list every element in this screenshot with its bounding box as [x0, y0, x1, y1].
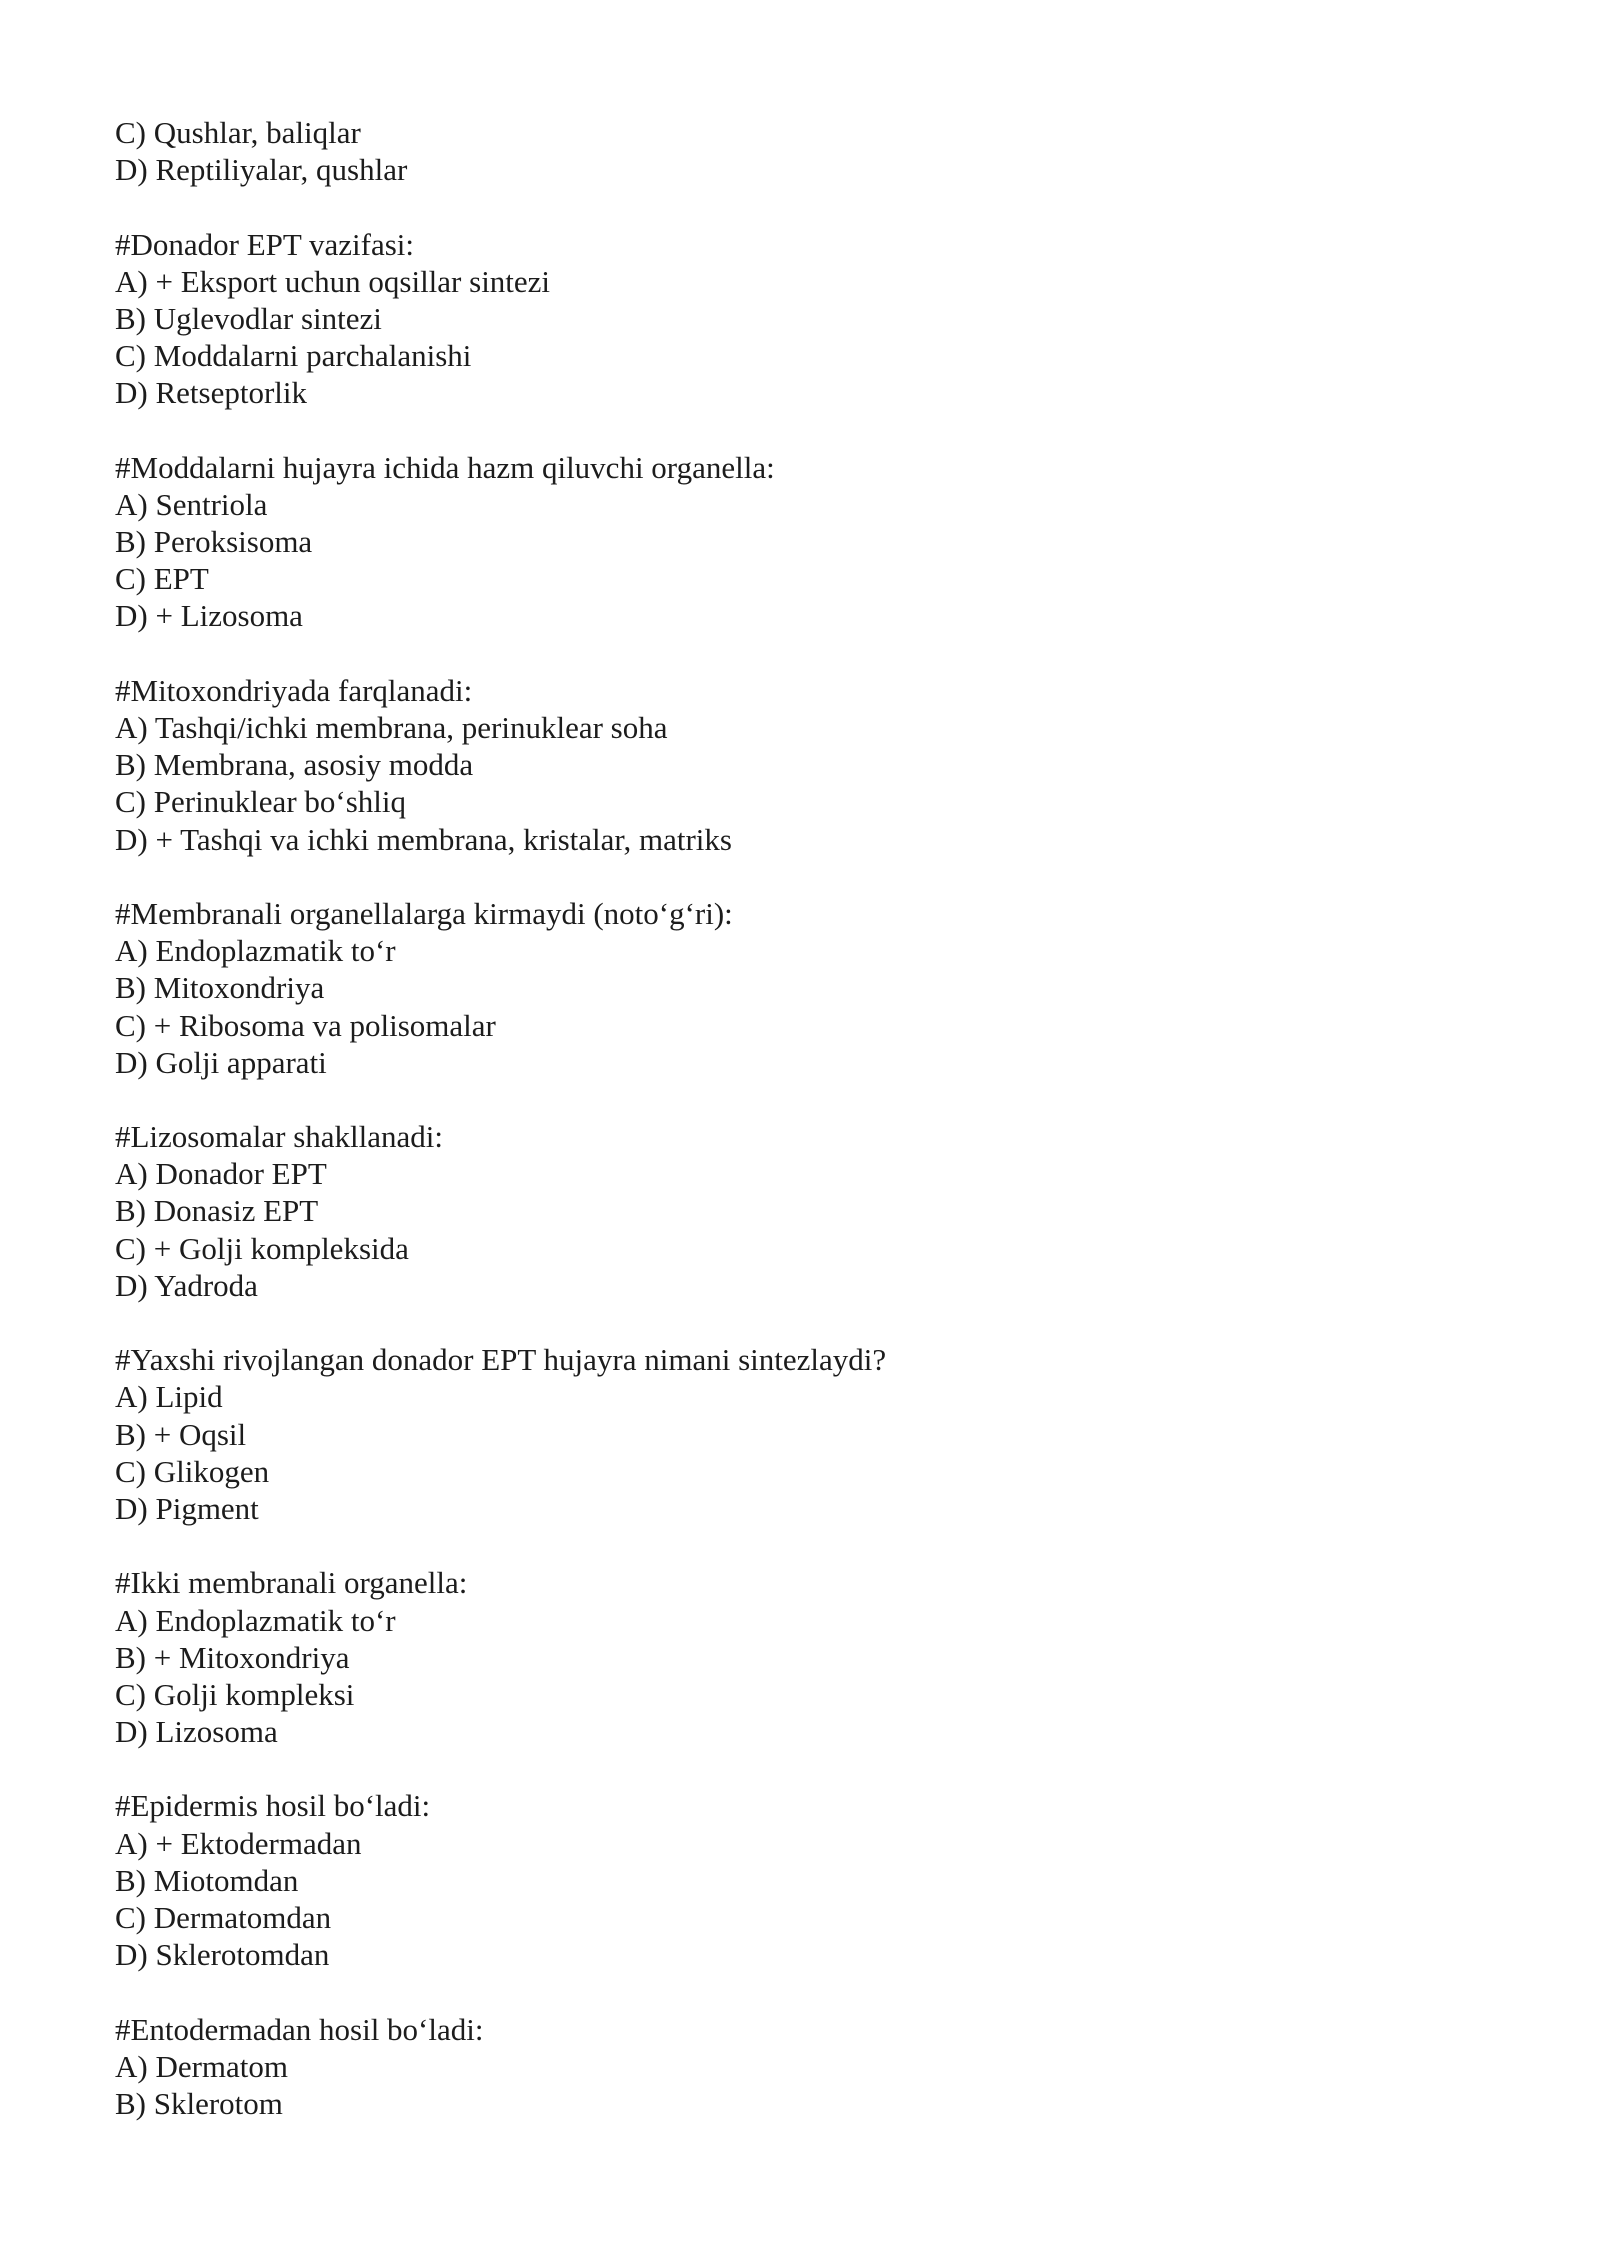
question-block: [115, 672, 1485, 858]
option-line: D) Golji apparati: [115, 1044, 327, 1080]
question-text: #Membranali organellalarga kirmaydi (noto‘g‘ri):: [115, 895, 733, 931]
question-block: [115, 226, 1485, 412]
option-line: A) + Ektodermadan: [115, 1825, 362, 1861]
question-block: [115, 1118, 1485, 1304]
question-text: #Yaxshi rivojlangan donador EPT hujayra nimani sintezlaydi?: [115, 1342, 887, 1378]
option-line: A) Lipid: [115, 1379, 223, 1415]
option-line: B) Sklerotom: [115, 2085, 283, 2121]
option-line: C) + Ribosoma va polisomalar: [115, 1007, 496, 1043]
option-line: B) Miotomdan: [115, 1862, 299, 1898]
question-block: [115, 2011, 1485, 2123]
option-line: D) Yadroda: [115, 1267, 258, 1303]
option-line: B) + Mitoxondriya: [115, 1639, 350, 1675]
option-line: C) Moddalarni parchalanishi: [115, 338, 472, 374]
option-line: A) Tashqi/ichki membrana, perinuklear soha: [115, 710, 668, 745]
option-line: D) Pigment: [115, 1490, 259, 1526]
option-line: C) Dermatomdan: [115, 1900, 332, 1935]
option-line: A) Sentriola: [115, 486, 268, 522]
question-block: [115, 1564, 1485, 1750]
question-text: #Epidermis hosil bo‘ladi:: [115, 1788, 431, 1824]
option-line: A) Dermatom: [115, 2048, 289, 2084]
lead-options: [115, 114, 1485, 188]
option-line: C) Perinuklear bo‘shliq: [115, 784, 407, 820]
option-line: D) + Tashqi va ichki membrana, kristalar, matriks: [115, 821, 732, 857]
question-text: #Lizosomalar shakllanadi:: [115, 1119, 443, 1155]
option-line: C) Glikogen: [115, 1453, 270, 1489]
option-line: B) Donasiz EPT: [115, 1193, 319, 1229]
option-line: C) + Golji kompleksida: [115, 1230, 409, 1266]
option-line: B) Membrana, asosiy modda: [115, 747, 474, 783]
option-line: C) Qushlar, baliqlar: [115, 115, 361, 150]
option-line: D) Lizosoma: [115, 1714, 278, 1750]
question-text: #Donador EPT vazifasi:: [115, 226, 415, 262]
question-block: [115, 449, 1485, 635]
option-line: D) Sklerotomdan: [115, 1937, 330, 1973]
option-line: B) + Oqsil: [115, 1416, 247, 1452]
question-block: [115, 1787, 1485, 1973]
option-line: C) Golji kompleksi: [115, 1676, 355, 1712]
question-text: #Mitoxondriyada farqlanadi:: [115, 672, 473, 708]
question-block: [115, 1341, 1485, 1527]
question-text: #Moddalarni hujayra ichida hazm qiluvchi organella:: [115, 449, 775, 485]
option-line: A) + Eksport uchun oqsillar sintezi: [115, 263, 551, 299]
option-line: D) + Lizosoma: [115, 598, 303, 634]
option-line: B) Uglevodlar sintezi: [115, 300, 382, 336]
option-line: A) Endoplazmatik to‘r: [115, 933, 396, 969]
option-line: B) Mitoxondriya: [115, 970, 325, 1006]
option-line: A) Donador EPT: [115, 1156, 327, 1192]
question-block: [115, 895, 1485, 1081]
option-line: B) Peroksisoma: [115, 524, 313, 560]
question-text: #Entodermadan hosil bo‘ladi:: [115, 2011, 484, 2047]
option-line: D) Retseptorlik: [115, 375, 307, 411]
document-content: [115, 114, 1485, 2159]
option-line: C) EPT: [115, 561, 209, 597]
question-text: #Ikki membranali organella:: [115, 1565, 468, 1601]
option-line: A) Endoplazmatik to‘r: [115, 1602, 396, 1638]
option-line: D) Reptiliyalar, qushlar: [115, 152, 408, 188]
